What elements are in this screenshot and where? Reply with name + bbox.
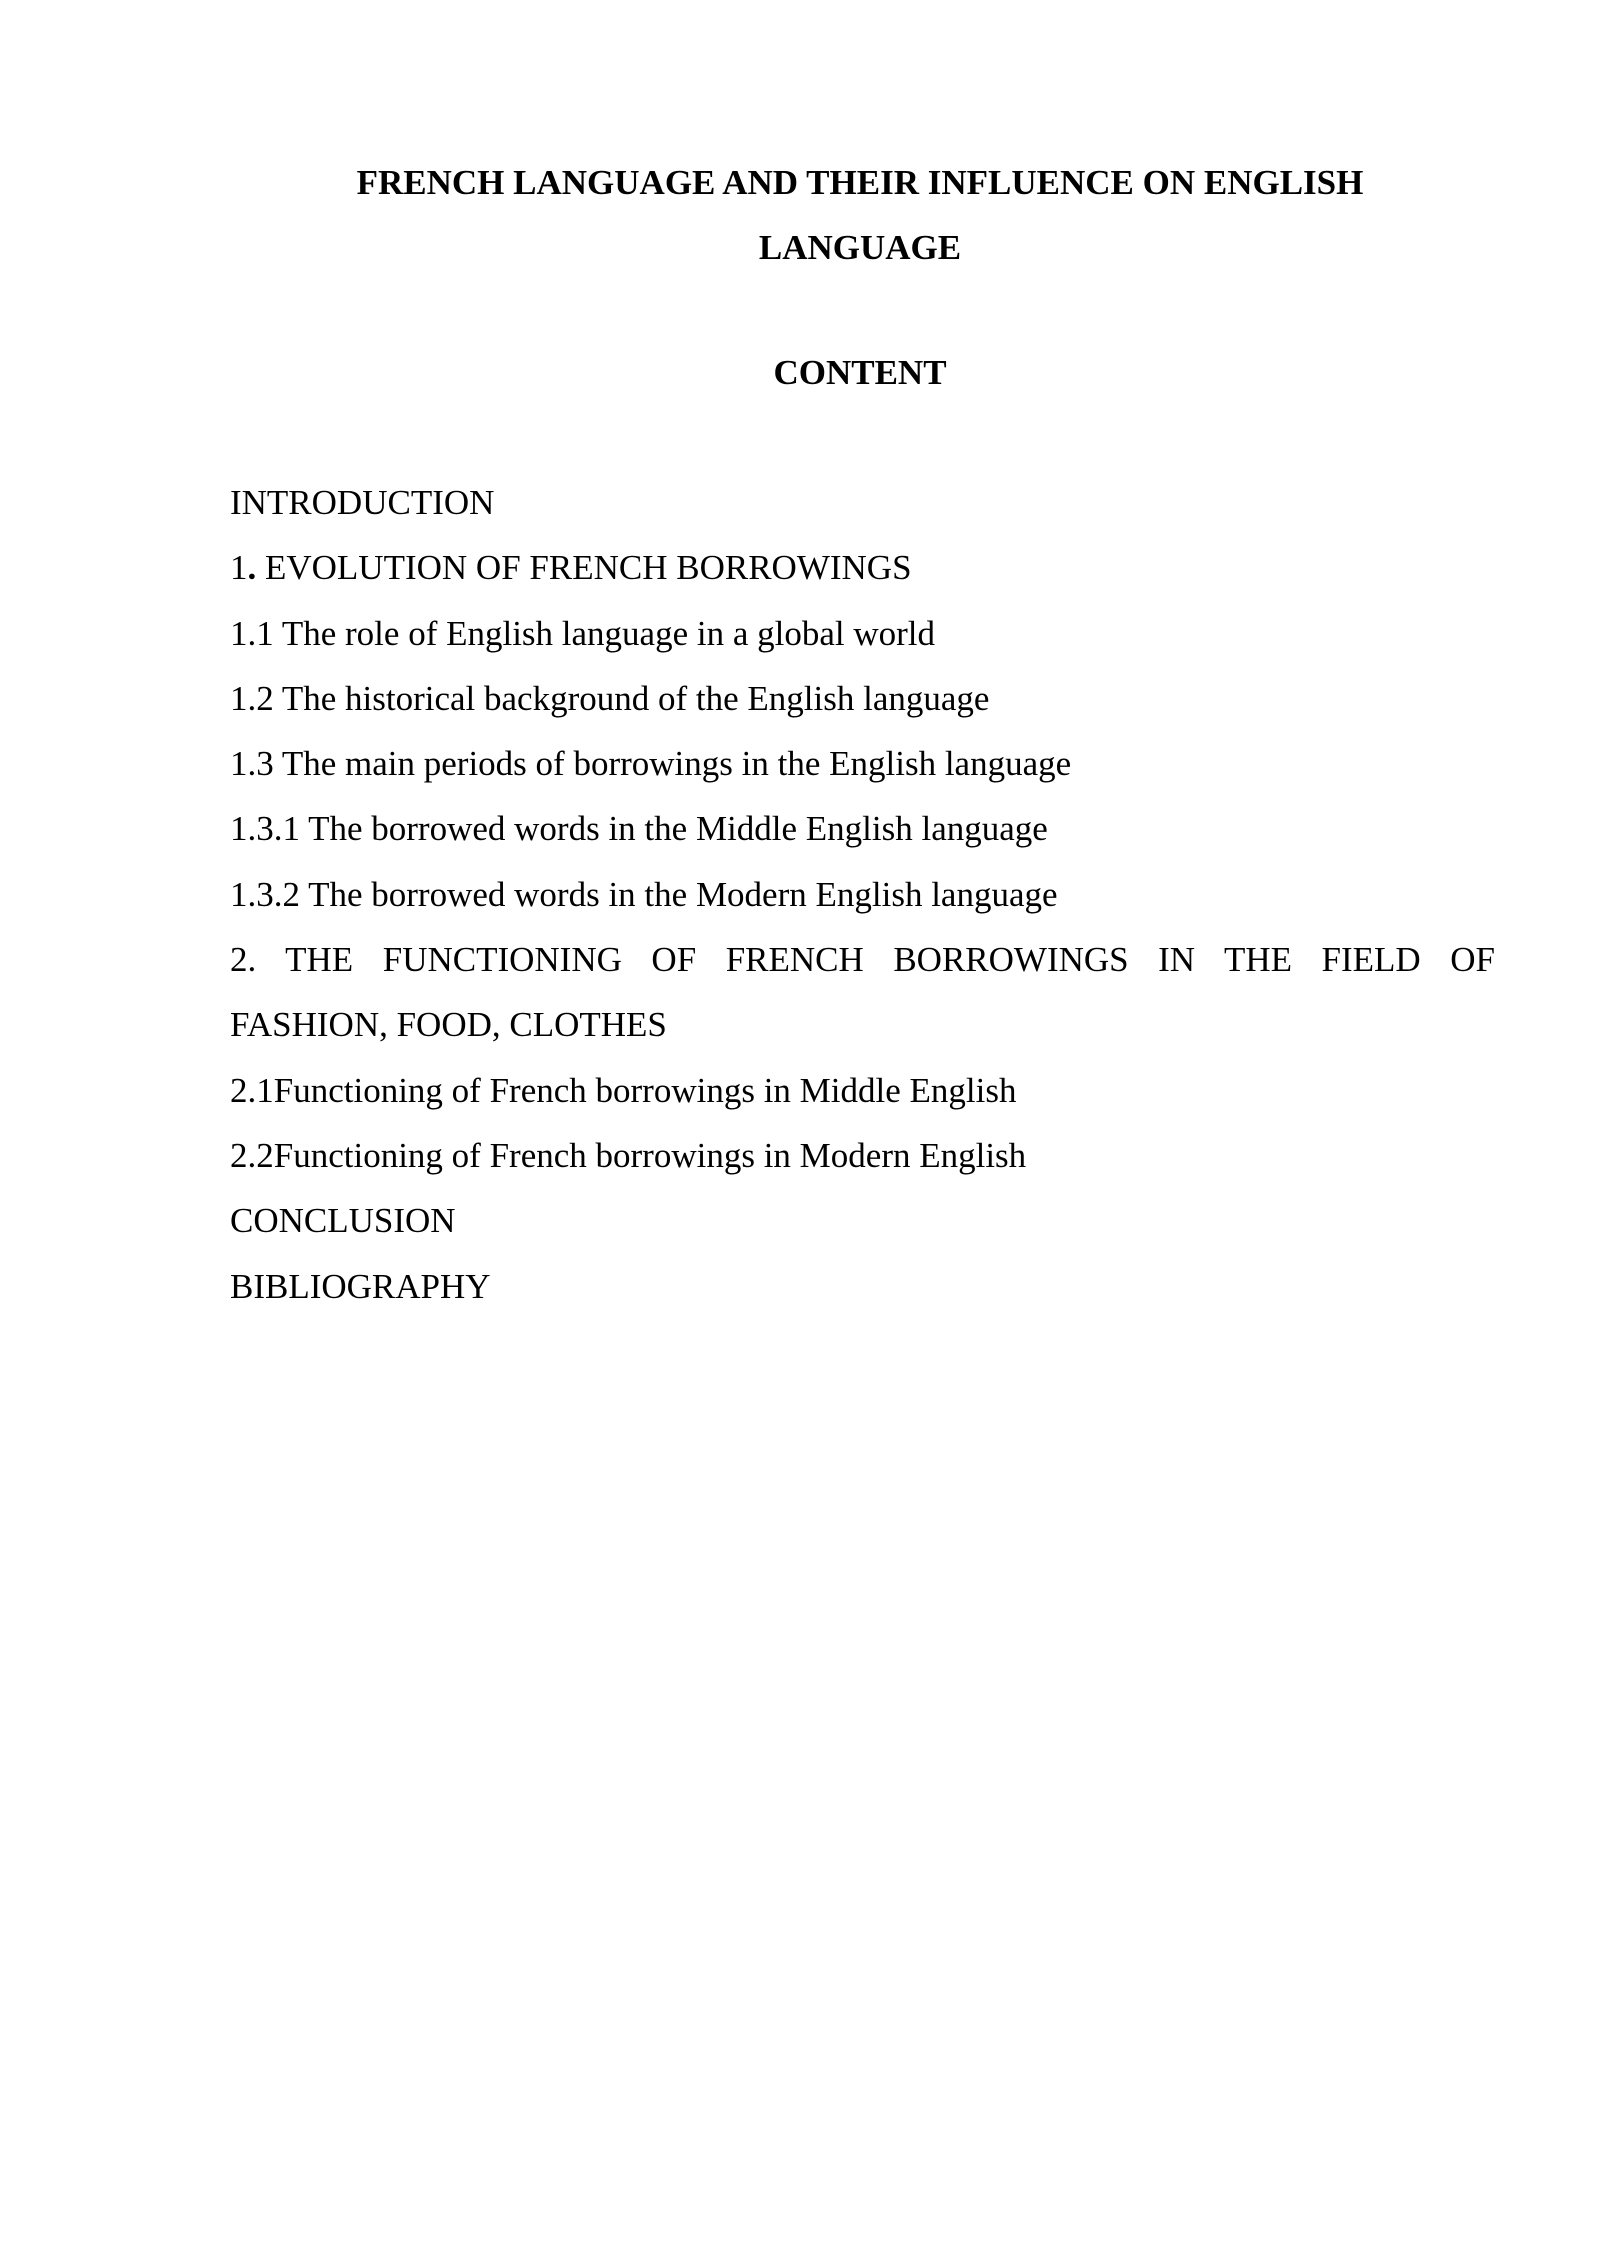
toc-section-1-title: EVOLUTION OF FRENCH BORROWINGS	[256, 548, 912, 588]
toc-item-1-3: 1.3 The main periods of borrowings in the English language	[230, 744, 1072, 784]
toc-item-conclusion: CONCLUSION	[230, 1201, 456, 1241]
toc-section-2-line2: FASHION, FOOD, CLOTHES	[230, 1005, 667, 1045]
toc-item-section-1	[230, 535, 1495, 600]
document-title	[230, 150, 1490, 280]
table-of-contents	[230, 470, 1495, 1319]
toc-section-1-number: 1	[230, 548, 248, 588]
document-title-line1: FRENCH LANGUAGE AND THEIR INFLUENCE ON ENGLISH	[356, 163, 1364, 202]
toc-item-section-2	[230, 927, 1495, 1058]
toc-item-2-1: 2.1Functioning of French borrowings in Middle English	[230, 1070, 1017, 1110]
toc-item-1-1: 1.1 The role of English language in a global world	[230, 613, 936, 653]
toc-section-2-line1: 2. THE FUNCTIONING OF FRENCH BORROWINGS IN THE FIELD OF	[230, 940, 1495, 980]
toc-item-1-2: 1.2 The historical background of the English language	[230, 678, 990, 718]
content-heading: CONTENT	[773, 353, 947, 392]
toc-item-1-3-1: 1.3.1 The borrowed words in the Middle English language	[230, 809, 1048, 849]
toc-section-1-dot: .	[247, 548, 257, 588]
toc-item-bibliography: BIBLIOGRAPHY	[230, 1266, 491, 1306]
toc-item-2-2: 2.2Functioning of French borrowings in Modern English	[230, 1135, 1027, 1175]
toc-item-1-3-2: 1.3.2 The borrowed words in the Modern English language	[230, 874, 1058, 914]
toc-item-introduction: INTRODUCTION	[230, 483, 495, 522]
document-title-line2: LANGUAGE	[758, 228, 962, 267]
